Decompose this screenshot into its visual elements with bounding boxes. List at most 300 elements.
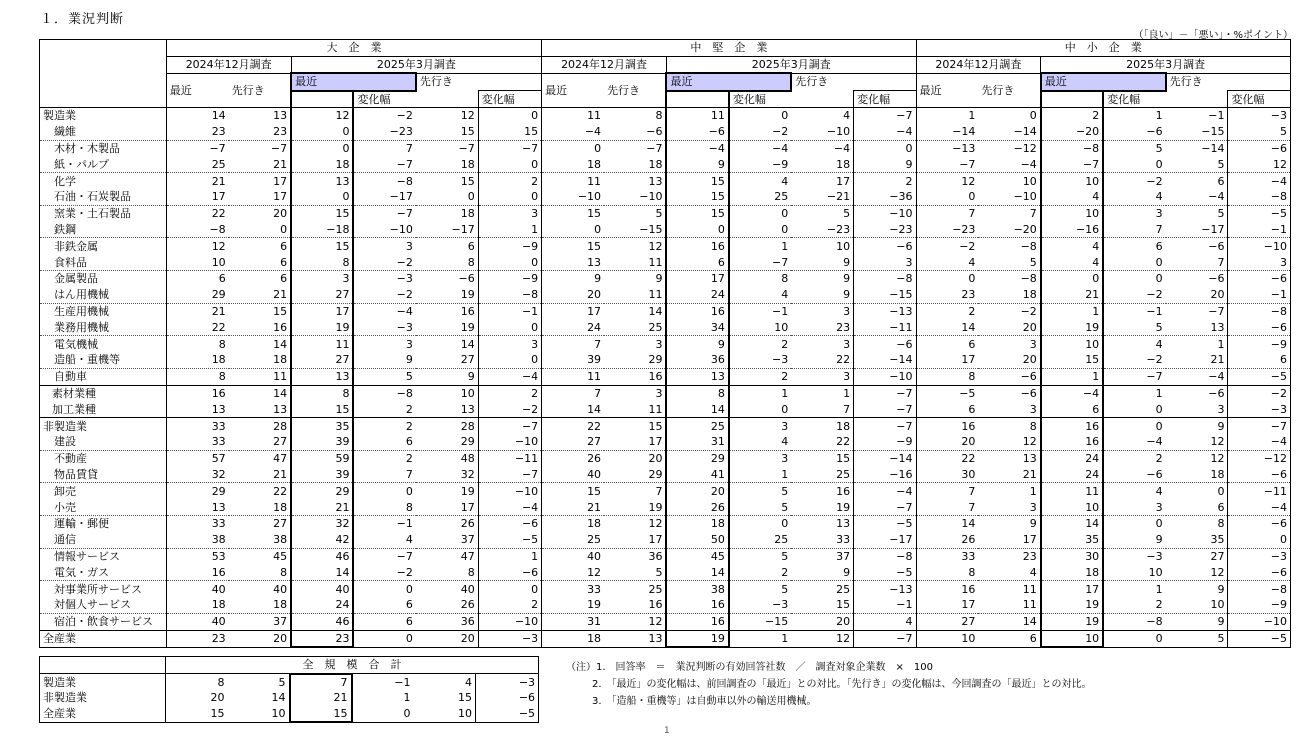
- row-label: 電気機械: [54, 337, 98, 351]
- cell-recent-dec: 27: [542, 434, 604, 450]
- cell-recent-dec: 18: [166, 352, 228, 368]
- cell-change-recent: −3: [353, 270, 415, 286]
- cell-forecast-mar: 40: [460, 582, 475, 596]
- survey-dec-header: 2024年12月調査: [542, 56, 667, 73]
- cell-recent-mar: 16: [666, 597, 728, 613]
- cell-change-forecast: −6: [1228, 319, 1291, 335]
- cell-forecast-dec: −6: [978, 385, 1040, 401]
- cell-forecast-dec: −8: [1020, 272, 1037, 286]
- cell-recent-mar: 59: [291, 450, 353, 466]
- corner-cell: [40, 40, 167, 108]
- cell-recent-mar: 15: [291, 401, 353, 417]
- col-recent-dec: 最近: [542, 73, 604, 108]
- cell-recent-mar: 27: [291, 287, 353, 303]
- cell-change-recent: 1: [1103, 385, 1165, 401]
- cell-recent-mar: −8: [1041, 140, 1103, 156]
- cell-forecast-mar: 17: [836, 174, 851, 188]
- cell-change-recent: 0: [729, 515, 791, 531]
- cell-recent-dec: 11: [542, 108, 604, 124]
- cell-forecast-mar: 18: [416, 156, 478, 172]
- all-scale-cell: 0: [352, 706, 414, 723]
- cell-change-recent: −2: [353, 564, 415, 580]
- cell-recent-mar: 9: [666, 156, 728, 172]
- cell-change-forecast: −14: [854, 352, 916, 368]
- cell-recent-mar: 16: [666, 303, 728, 319]
- row-label: 物品賃貸: [40, 467, 167, 483]
- cell-recent-dec: 22: [542, 418, 604, 434]
- cell-recent-dec: 7: [542, 385, 604, 401]
- cell-forecast-dec: 10: [1022, 174, 1037, 188]
- cell-forecast-dec: −7: [270, 141, 288, 155]
- cell-forecast-mar: 18: [1166, 467, 1228, 483]
- cell-forecast-mar: −7: [1208, 304, 1225, 318]
- cell-recent-dec: 38: [166, 532, 228, 548]
- cell-change-recent: −6: [1103, 467, 1165, 483]
- cell-recent-mar: 8: [291, 254, 353, 270]
- cell-forecast-dec: 6: [229, 254, 291, 270]
- cell-recent-dec: 13: [542, 254, 604, 270]
- cell-change-forecast: 6: [1228, 352, 1291, 368]
- cell-recent-dec: 9: [542, 270, 604, 286]
- cell-forecast-mar: 47: [460, 549, 475, 563]
- all-scale-cell: −3: [476, 674, 539, 691]
- cell-recent-mar: 24: [666, 287, 728, 303]
- cell-forecast-dec: 13: [229, 108, 291, 124]
- cell-change-forecast: −1: [1228, 287, 1291, 303]
- cell-recent-mar: 19: [1041, 319, 1103, 335]
- cell-change-recent: 5: [1103, 140, 1165, 156]
- table-row: [40, 173, 1291, 189]
- all-scale-cell: 8: [166, 674, 228, 691]
- col-change-recent: 変化幅: [1103, 91, 1165, 108]
- cell-change-recent: 2: [353, 418, 415, 434]
- cell-recent-mar: 14: [666, 564, 728, 580]
- cell-forecast-dec: −6: [1020, 370, 1037, 384]
- cell-recent-mar: 9: [666, 336, 728, 352]
- cell-forecast-mar: 15: [416, 124, 478, 140]
- cell-change-recent: −3: [353, 319, 415, 335]
- cell-change-recent: 25: [729, 189, 791, 205]
- row-label: 業務用機械: [40, 319, 167, 335]
- cell-change-forecast: −4: [1228, 434, 1291, 450]
- all-scale-cell: 7: [290, 674, 352, 691]
- cell-change-forecast: 1: [478, 222, 541, 238]
- cell-forecast-mar: 10: [416, 385, 478, 401]
- cell-forecast-dec: 17: [978, 532, 1040, 548]
- col-forecast-mar: 先行き: [795, 75, 829, 89]
- row-label: 石油・石炭製品: [40, 189, 167, 205]
- cell-change-recent: 2: [729, 336, 791, 352]
- cell-recent-mar: 15: [291, 238, 353, 254]
- cell-forecast-mar: −6: [1166, 385, 1228, 401]
- row-label: 運輸・郵便: [54, 517, 109, 531]
- cell-forecast-mar: −21: [791, 189, 853, 205]
- cell-forecast-mar: 9: [1217, 582, 1225, 596]
- cell-change-forecast: −8: [854, 270, 916, 286]
- row-label: 小売: [40, 499, 167, 515]
- cell-recent-dec: 17: [916, 597, 978, 613]
- cell-forecast-mar: 6: [1217, 174, 1225, 188]
- col-forecast-mar: 先行き: [419, 75, 453, 89]
- cell-recent-dec: 7: [916, 499, 978, 515]
- cell-forecast-dec: 0: [229, 222, 291, 238]
- cell-forecast-mar: 12: [1210, 452, 1225, 466]
- cell-change-recent: 6: [353, 434, 415, 450]
- cell-recent-dec: 29: [166, 287, 228, 303]
- cell-forecast-mar: −23: [791, 222, 853, 238]
- cell-recent-dec: −5: [916, 385, 978, 401]
- cell-change-forecast: −14: [854, 450, 916, 466]
- cell-recent-dec: 15: [542, 205, 604, 221]
- cell-recent-dec: −4: [542, 124, 604, 140]
- cell-forecast-dec: −10: [978, 189, 1040, 205]
- cell-change-recent: 0: [1103, 515, 1165, 531]
- all-scale-cell: 15: [458, 691, 472, 705]
- cell-change-recent: 4: [1103, 336, 1165, 352]
- survey-mar-header: 2025年3月調査: [291, 56, 542, 73]
- cell-change-forecast: −11: [854, 319, 916, 335]
- cell-recent-mar: 0: [291, 140, 353, 156]
- cell-change-recent: 5: [729, 548, 791, 564]
- cell-recent-dec: 17: [916, 352, 978, 368]
- cell-recent-mar: 10: [1041, 205, 1103, 221]
- table-row: [40, 140, 1291, 156]
- cell-change-recent: 5: [729, 483, 791, 499]
- all-scale-cell: 5: [278, 675, 286, 689]
- row-label: 加工業種: [52, 402, 96, 416]
- cell-recent-dec: 7: [542, 336, 604, 352]
- cell-forecast-mar: 9: [791, 564, 853, 580]
- cell-forecast-dec: 11: [604, 287, 666, 303]
- cell-change-forecast: −8: [1228, 581, 1291, 597]
- row-label: 造船・重機等: [40, 352, 167, 368]
- cell-change-recent: −7: [353, 548, 415, 564]
- cell-change-forecast: 0: [478, 156, 541, 172]
- cell-forecast-dec: 3: [978, 499, 1040, 515]
- cell-forecast-mar: −1: [1166, 108, 1228, 124]
- cell-change-forecast: −11: [1228, 483, 1291, 499]
- all-scale-row: [40, 690, 539, 706]
- table-row: [40, 124, 1291, 140]
- cell-forecast-mar: 12: [1166, 434, 1228, 450]
- cell-recent-mar: 8: [291, 385, 353, 401]
- cell-change-recent: 3: [1103, 205, 1165, 221]
- cell-change-forecast: −8: [478, 287, 541, 303]
- cell-forecast-mar: 9: [1166, 418, 1228, 434]
- cell-change-forecast: −8: [854, 548, 916, 564]
- all-scale-cell: 10: [458, 707, 472, 720]
- cell-recent-mar: 11: [291, 336, 353, 352]
- cell-forecast-dec: 16: [229, 319, 291, 335]
- cell-forecast-mar: 5: [1166, 156, 1228, 172]
- cell-change-forecast: 0: [478, 319, 541, 335]
- cell-change-forecast: −3: [1228, 108, 1291, 124]
- cell-forecast-dec: 8: [604, 108, 666, 124]
- cell-recent-mar: 27: [291, 352, 353, 368]
- cell-recent-mar: 4: [1041, 238, 1103, 254]
- cell-recent-dec: 16: [166, 564, 228, 580]
- cell-change-forecast: −1: [478, 303, 541, 319]
- cell-recent-dec: 14: [166, 108, 228, 124]
- cell-forecast-dec: 20: [273, 207, 288, 221]
- cell-change-forecast: −4: [854, 124, 916, 140]
- cell-change-forecast: −7: [854, 418, 916, 434]
- cell-forecast-dec: 14: [229, 385, 291, 401]
- cell-forecast-dec: 19: [604, 499, 666, 515]
- row-label: 非製造業: [43, 691, 87, 705]
- cell-change-forecast: −6: [478, 564, 541, 580]
- cell-recent-mar: 6: [1041, 401, 1103, 417]
- cell-change-forecast: 0: [478, 581, 541, 597]
- cell-change-forecast: 0: [854, 140, 916, 156]
- cell-change-forecast: −10: [478, 613, 541, 630]
- table-row: [40, 483, 1291, 499]
- cell-forecast-dec: 7: [1029, 207, 1037, 221]
- cell-forecast-dec: −7: [646, 141, 663, 155]
- cell-forecast-mar: 0: [1217, 484, 1225, 498]
- cell-change-recent: 0: [1103, 630, 1165, 647]
- cell-forecast-mar: 32: [416, 467, 478, 483]
- cell-recent-mar: 26: [666, 499, 728, 515]
- note-1: （注）1. 回答率 ＝ 業況判断の有効回答社数 ／ 調査対象企業数 × 100: [566, 662, 934, 673]
- cell-recent-dec: 27: [916, 613, 978, 630]
- cell-recent-dec: 57: [166, 450, 228, 466]
- cell-recent-dec: 12: [916, 173, 978, 189]
- cell-change-forecast: −7: [1228, 418, 1291, 434]
- cell-recent-mar: 24: [291, 597, 353, 613]
- cell-recent-mar: −6: [666, 124, 728, 140]
- cell-change-recent: 9: [1103, 532, 1165, 548]
- cell-change-recent: 5: [1103, 319, 1165, 335]
- col-recent-mar: 最近: [291, 73, 353, 91]
- cell-change-recent: 3: [353, 336, 415, 352]
- table-row: [40, 597, 1291, 613]
- cell-forecast-mar: 9: [467, 370, 475, 384]
- cell-change-recent: −23: [353, 124, 415, 140]
- cell-change-recent: 6: [353, 597, 415, 613]
- all-scale-cell: −1: [352, 674, 414, 691]
- cell-recent-dec: −10: [542, 189, 604, 205]
- cell-change-recent: 10: [1103, 564, 1165, 580]
- row-label: 製造業: [40, 108, 167, 124]
- table-row: [40, 418, 1291, 434]
- cell-change-forecast: −5: [1228, 630, 1291, 647]
- cell-recent-dec: 7: [916, 483, 978, 499]
- col-change-forecast: 変化幅: [1228, 91, 1291, 108]
- cell-recent-mar: 15: [291, 205, 353, 221]
- cell-change-recent: 1: [729, 238, 791, 254]
- cell-forecast-dec: 13: [273, 402, 288, 416]
- cell-change-forecast: −3: [1228, 401, 1291, 417]
- cell-recent-dec: 13: [166, 499, 228, 515]
- table-row: [40, 450, 1291, 466]
- cell-recent-dec: 40: [542, 467, 604, 483]
- cell-forecast-dec: −2: [1020, 304, 1037, 318]
- cell-forecast-dec: 17: [604, 532, 666, 548]
- cell-recent-dec: −2: [916, 238, 978, 254]
- row-label: 自動車: [54, 370, 87, 384]
- cell-recent-dec: 33: [916, 548, 978, 564]
- col-change-forecast: 変化幅: [478, 91, 541, 108]
- cell-forecast-mar: 37: [836, 549, 851, 563]
- cell-change-forecast: −7: [854, 401, 916, 417]
- cell-recent-mar: 29: [291, 483, 353, 499]
- cell-recent-dec: 18: [166, 597, 228, 613]
- cell-recent-dec: 26: [916, 532, 978, 548]
- cell-recent-dec: 21: [542, 499, 604, 515]
- cell-recent-dec: 31: [542, 613, 604, 630]
- cell-recent-dec: 6: [166, 270, 228, 286]
- table-row: [40, 238, 1291, 254]
- cell-recent-mar: 38: [666, 581, 728, 597]
- cell-change-recent: 0: [1103, 254, 1165, 270]
- cell-recent-mar: 39: [291, 467, 353, 483]
- note-2: 2. 「最近」の変化幅は、前回調査の「最近」との対比。「先行き」の変化幅は、今回調査の「最近」との対比。: [592, 679, 1092, 690]
- cell-recent-mar: 17: [666, 270, 728, 286]
- cell-recent-mar: 18: [291, 156, 353, 172]
- group-header: 大 企 業: [166, 40, 541, 57]
- cell-recent-mar: 35: [291, 418, 353, 434]
- cell-forecast-dec: 5: [604, 564, 666, 580]
- cell-forecast-mar: 13: [836, 517, 851, 531]
- cell-forecast-mar: 23: [791, 319, 853, 335]
- cell-change-forecast: −7: [478, 467, 541, 483]
- col-forecast-mar: 先行き: [1169, 75, 1203, 89]
- cell-change-forecast: 15: [478, 124, 541, 140]
- cell-recent-mar: 11: [666, 108, 728, 124]
- cell-forecast-mar: 8: [416, 564, 478, 580]
- cell-change-recent: 1: [729, 385, 791, 401]
- table-row: [40, 564, 1291, 580]
- cell-recent-dec: 7: [916, 205, 978, 221]
- cell-change-recent: −2: [1103, 352, 1165, 368]
- cell-change-recent: 7: [353, 140, 415, 156]
- all-scale-cell: 15: [290, 706, 352, 723]
- cell-recent-mar: −4: [666, 140, 728, 156]
- cell-forecast-dec: 29: [604, 467, 666, 483]
- cell-recent-mar: 46: [291, 548, 353, 564]
- cell-recent-mar: 2: [1041, 108, 1103, 124]
- cell-forecast-dec: 18: [229, 597, 291, 613]
- cell-forecast-mar: 5: [843, 207, 851, 221]
- row-label: 非鉄金属: [54, 239, 98, 253]
- cell-forecast-dec: 20: [229, 630, 291, 647]
- all-scale-cell: −6: [476, 690, 539, 706]
- cell-forecast-mar: 12: [791, 630, 853, 647]
- unit-note: （「良い」－「悪い」・%ポイント）: [1133, 30, 1293, 41]
- cell-forecast-dec: 11: [273, 370, 288, 384]
- cell-recent-dec: 21: [166, 173, 228, 189]
- cell-forecast-mar: 20: [416, 630, 478, 647]
- cell-change-recent: 2: [729, 564, 791, 580]
- col-recent-dec: 最近: [166, 73, 228, 108]
- cell-forecast-mar: 7: [1166, 254, 1228, 270]
- cell-change-recent: −4: [729, 140, 791, 156]
- cell-change-recent: −2: [353, 108, 415, 124]
- cell-change-forecast: 12: [1228, 156, 1291, 172]
- cell-forecast-dec: 27: [229, 434, 291, 450]
- cell-forecast-mar: 9: [791, 287, 853, 303]
- cell-change-forecast: −6: [1228, 564, 1291, 580]
- cell-change-recent: −2: [1103, 173, 1165, 189]
- cell-recent-dec: 22: [916, 450, 978, 466]
- cell-change-recent: 1: [729, 630, 791, 647]
- cell-recent-mar: 13: [666, 368, 728, 385]
- cell-forecast-dec: 14: [1022, 615, 1037, 629]
- cell-recent-mar: 30: [1041, 548, 1103, 564]
- cell-recent-mar: 16: [1041, 434, 1103, 450]
- cell-forecast-dec: 13: [648, 174, 663, 188]
- cell-forecast-dec: 25: [648, 582, 663, 596]
- cell-change-forecast: −9: [1228, 336, 1291, 352]
- all-scale-cell: 20: [166, 690, 228, 706]
- cell-change-recent: −3: [1103, 548, 1165, 564]
- cell-recent-dec: 20: [916, 434, 978, 450]
- cell-forecast-dec: 1: [1029, 484, 1037, 498]
- cell-change-recent: 2: [1103, 597, 1165, 613]
- cell-recent-dec: 8: [916, 368, 978, 385]
- cell-forecast-dec: 28: [229, 418, 291, 434]
- table-row: [40, 287, 1291, 303]
- cell-recent-mar: 40: [291, 581, 353, 597]
- cell-recent-mar: 31: [666, 434, 728, 450]
- cell-recent-mar: 14: [1041, 515, 1103, 531]
- cell-recent-dec: 33: [166, 434, 228, 450]
- cell-forecast-dec: 21: [978, 467, 1040, 483]
- cell-recent-dec: 15: [542, 238, 604, 254]
- row-label: 対個人サービス: [40, 597, 167, 613]
- row-label: 宿泊・飲食サービス: [54, 615, 153, 629]
- cell-forecast-dec: 14: [648, 304, 663, 318]
- cell-forecast-dec: 45: [273, 549, 288, 563]
- cell-change-recent: −8: [353, 385, 415, 401]
- cell-recent-dec: −23: [916, 222, 978, 238]
- cell-recent-mar: 19: [1041, 597, 1103, 613]
- cell-recent-mar: −20: [1041, 124, 1103, 140]
- cell-change-forecast: −8: [1228, 303, 1291, 319]
- cell-recent-dec: 29: [166, 483, 228, 499]
- cell-forecast-mar: 22: [791, 434, 853, 450]
- row-label: 全産業: [43, 707, 76, 720]
- cell-change-recent: 3: [353, 238, 415, 254]
- cell-forecast-dec: 4: [978, 564, 1040, 580]
- cell-forecast-dec: 11: [1022, 582, 1037, 596]
- cell-change-forecast: −10: [1228, 238, 1291, 254]
- cell-change-forecast: −5: [1228, 205, 1291, 221]
- cell-change-forecast: −6: [1228, 467, 1291, 483]
- cell-change-forecast: −6: [1228, 270, 1291, 286]
- cell-recent-mar: 24: [1041, 450, 1103, 466]
- cell-recent-dec: 2: [916, 303, 978, 319]
- cell-change-recent: 2: [353, 450, 415, 466]
- cell-change-recent: −3: [729, 597, 791, 613]
- cell-forecast-mar: 17: [416, 499, 478, 515]
- cell-forecast-mar: −4: [1166, 189, 1228, 205]
- cell-recent-mar: 0: [291, 189, 353, 205]
- cell-recent-mar: 11: [1041, 483, 1103, 499]
- cell-change-recent: 5: [729, 499, 791, 515]
- cell-recent-mar: 10: [1041, 336, 1103, 352]
- table-row: [40, 254, 1291, 270]
- cell-forecast-mar: 15: [791, 597, 853, 613]
- cell-forecast-mar: 10: [1166, 597, 1228, 613]
- cell-recent-mar: −4: [1041, 385, 1103, 401]
- cell-forecast-dec: 12: [648, 517, 663, 531]
- cell-recent-dec: 8: [166, 336, 228, 352]
- cell-recent-dec: 20: [542, 287, 604, 303]
- cell-recent-dec: 1: [916, 108, 978, 124]
- cell-change-forecast: 2: [854, 173, 916, 189]
